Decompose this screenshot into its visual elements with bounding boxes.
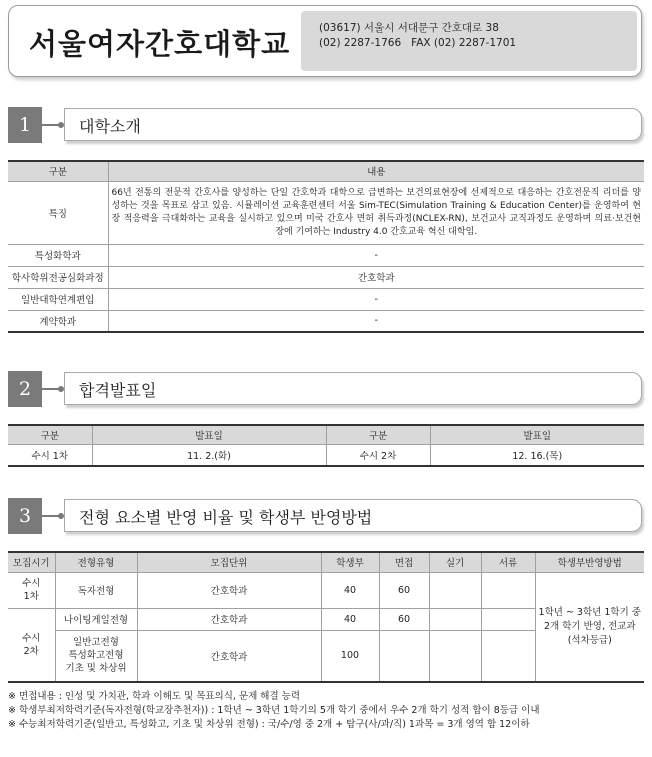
- recruit-unit: 간호학과: [137, 608, 321, 630]
- recruit-period: 수시 2차: [8, 608, 55, 682]
- col-header: 학생부: [321, 552, 379, 572]
- recruit-unit: 간호학과: [137, 572, 321, 608]
- section-3-header: [8, 498, 644, 534]
- col-header: 발표일: [92, 425, 326, 444]
- row-label: 일반대학연계편입: [8, 288, 108, 310]
- table-row: [8, 444, 644, 466]
- col-header: 전형유형: [55, 552, 137, 572]
- notes: [8, 690, 540, 732]
- col-header: 면접: [379, 552, 429, 572]
- col-header: 실기: [429, 552, 481, 572]
- section-number: 1: [8, 107, 42, 143]
- record-method: 1학년 ~ 3학년 1학기 중 2개 학기 반영, 전교과 (석차등급): [535, 572, 644, 682]
- row-value: -: [108, 288, 644, 310]
- note-interview: ※ 면접내용 : 인성 및 가치관, 학과 이해도 및 목표의식, 문제 해결 능력: [8, 691, 301, 702]
- documents-ratio: [481, 572, 535, 608]
- table-header-row: [8, 425, 644, 444]
- selection-type: 나이팅게일전형: [55, 608, 137, 630]
- feature-description: 66년 전통의 전문적 간호사를 양성하는 단일 간호학과 대학으로 급변하는 보건의료현장에 선제적으로 대응하는 간호전문직 리더를 양성하는 것을 목표로 삼고 있음. 시뮬레이션 교육훈련센터 서울 Sim-TEC(Simulation Training & Education Center)를 운영하여 현장 적응력을 극대화하는 교육을 실시하고 있으며 미국 간호사 면허 취득과정(NCLEX-RN), 보건교사 교직과정도 운영하며 의료·보건현장에 기여하는 Industry 4.0 간호교육 혁신 대학임.: [108, 181, 644, 244]
- table-row: [8, 572, 644, 608]
- table-row: [8, 181, 644, 244]
- record-ratio: 100: [321, 630, 379, 682]
- col-header: 모집단위: [137, 552, 321, 572]
- section-title: 합격발표일: [79, 381, 157, 400]
- row-label: 특징: [8, 181, 108, 244]
- record-ratio: 40: [321, 572, 379, 608]
- selection-type: 독자전형: [55, 572, 137, 608]
- school-name: 서울여자간호대학교: [29, 27, 291, 61]
- announcement-table: [8, 424, 644, 467]
- row-label: 학사학위전공심화과정: [8, 266, 108, 288]
- practical-ratio: [429, 630, 481, 682]
- col-header: 구분: [8, 161, 108, 181]
- contact-box: [301, 11, 637, 71]
- period-2: 수시 2차: [326, 444, 430, 466]
- recruit-unit: 간호학과: [137, 630, 321, 682]
- interview-ratio: [379, 630, 429, 682]
- table-header-row: [8, 161, 644, 181]
- row-label: 특성화학과: [8, 244, 108, 266]
- practical-ratio: [429, 608, 481, 630]
- phone-fax: (02) 2287-1766 FAX (02) 2287-1701: [319, 37, 517, 49]
- section-title: 전형 요소별 반영 비율 및 학생부 반영방법: [79, 508, 373, 527]
- note-csat-minimum: ※ 수능최저학력기준(일반고, 특성화고, 기초 및 차상위 전형) : 국/수/영 중 2개 + 탐구(사/과/직) 1과목 = 3개 영역 합 12이하: [8, 719, 530, 730]
- selection-type: 일반고전형 특성화고전형 기초 및 차상위: [55, 630, 137, 682]
- col-header: 서류: [481, 552, 535, 572]
- interview-ratio: 60: [379, 572, 429, 608]
- date-2: 12. 16.(목): [430, 444, 644, 466]
- section-title-bar: [64, 499, 642, 532]
- table-row: [8, 288, 644, 310]
- intro-table: [8, 160, 644, 333]
- date-1: 11. 2.(화): [92, 444, 326, 466]
- section-number: 3: [8, 498, 42, 534]
- col-header: 구분: [326, 425, 430, 444]
- table-row: [8, 266, 644, 288]
- table-row: [8, 244, 644, 266]
- period-1: 수시 1차: [8, 444, 92, 466]
- section-title-bar: [64, 108, 642, 141]
- address: (03617) 서울시 서대문구 간호대로 38: [319, 22, 499, 34]
- record-ratio: 40: [321, 608, 379, 630]
- interview-ratio: 60: [379, 608, 429, 630]
- table-header-row: [8, 552, 644, 572]
- section-title: 대학소개: [79, 117, 141, 136]
- col-header: 모집시기: [8, 552, 55, 572]
- documents-ratio: [481, 630, 535, 682]
- col-header: 내용: [108, 161, 644, 181]
- col-header: 학생부반영방법: [535, 552, 644, 572]
- section-number: 2: [8, 371, 42, 407]
- col-header: 구분: [8, 425, 92, 444]
- recruit-period: 수시 1차: [8, 572, 55, 608]
- row-value: -: [108, 310, 644, 332]
- note-record-minimum: ※ 학생부최저학력기준(독자전형(학교장추천자)) : 1학년 ~ 3학년 1학기의 5개 학기 중에서 우수 2개 학기 성적 합이 8등급 이내: [8, 705, 540, 716]
- col-header: 발표일: [430, 425, 644, 444]
- row-value: -: [108, 244, 644, 266]
- row-value: 간호학과: [108, 266, 644, 288]
- selection-table: [8, 551, 644, 683]
- documents-ratio: [481, 608, 535, 630]
- school-header: [8, 5, 642, 77]
- section-2-header: [8, 371, 644, 407]
- table-row: [8, 310, 644, 332]
- section-title-bar: [64, 372, 642, 405]
- practical-ratio: [429, 572, 481, 608]
- row-label: 계약학과: [8, 310, 108, 332]
- section-1-header: [8, 107, 644, 143]
